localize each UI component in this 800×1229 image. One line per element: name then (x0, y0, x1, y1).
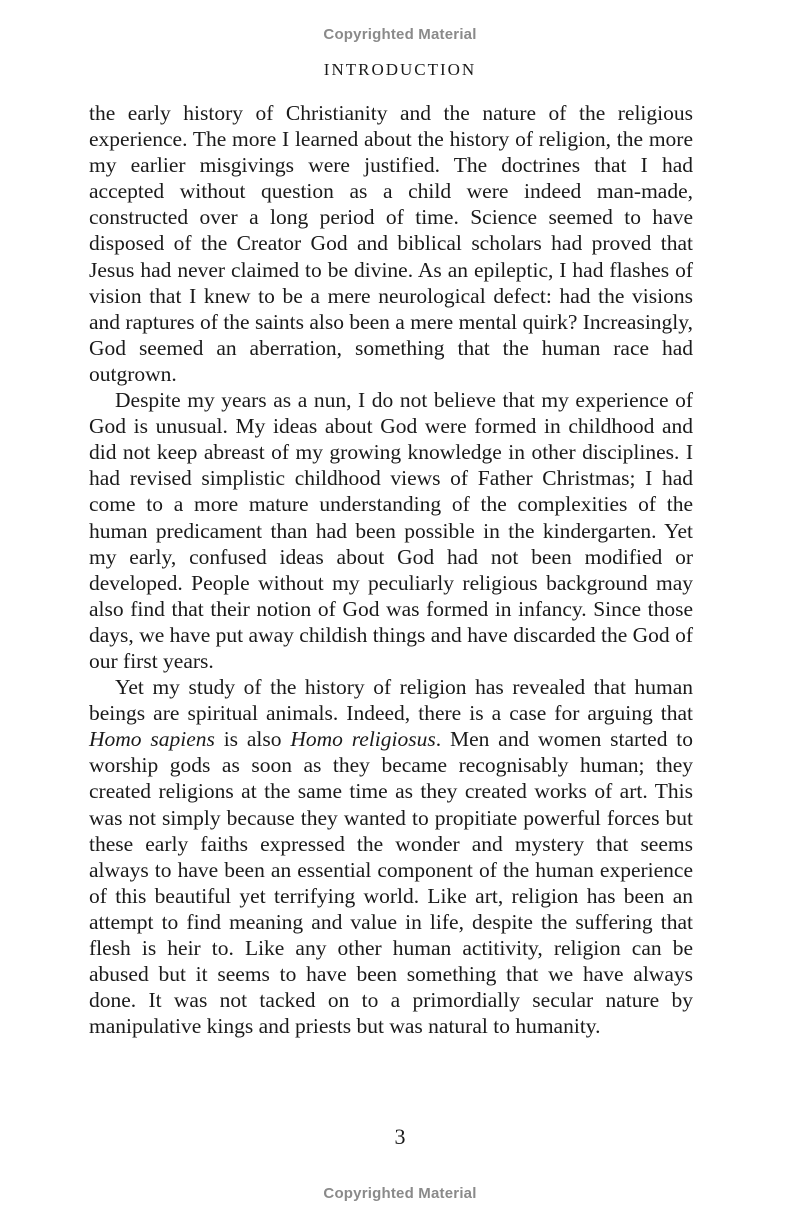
page-number: 3 (394, 1124, 406, 1149)
italic-term-homo-sapiens: Homo sapiens (89, 727, 215, 752)
copyright-notice-bottom: Copyrighted Material (323, 1185, 477, 1202)
paragraph-1: the early history of Christianity and the nature of the religious experience. The more I learned about the history of religion, the more my earlier misgivings were justified. The doctrines that I had accepted without question as a child were indeed man-made, constructed over a long period of time. Science seemed to have disposed of the Creator God and biblical scholars had proved that Jesus had never claimed to be divine. As an epileptic, I had flashes of vision that I knew to be a mere neurological defect: had the visions and raptures of the saints also been a mere mental quirk? Increasingly, God seemed an aberration, something that the human race had outgrown. (89, 101, 693, 386)
body-text (89, 100, 693, 1039)
paragraph-3-text-c: is also (214, 727, 291, 752)
paragraph-2: Despite my years as a nun, I do not believe that my experience of God is unusual. My ideas about God were formed in childhood and did not keep abreast of my growing knowledge in other disciplines. I had revised simplistic childhood views of Father Christmas; I had come to a more mature understanding of the complexities of the human predicament than had been possible in the kindergarten. Yet my early, confused ideas about God had not been modified or developed. People without my peculiarly religious background may also find that their notion of God was formed in infancy. Since those days, we have put away childish things and have discarded the God of our first years. (89, 388, 693, 673)
italic-term-homo-religiosus: Homo religiosus (290, 727, 436, 752)
copyright-notice-top: Copyrighted Material (323, 26, 477, 43)
paragraph-3-text-a: Yet my study of the history of religion has revealed that human beings are spiritual animals. Indeed, there is a case for arguing that (89, 675, 693, 726)
running-head: INTRODUCTION (323, 60, 477, 79)
paragraph-3-text-e: . Men and women started to worship gods as soon as they became recognisably human; they created religions at the same time as they created works of art. This was not simply because they wanted to propitiate powerful forces but these early faiths expressed the wonder and mystery that seems always to have been an essential component of the human experience of this beautiful yet terrifying world. Like art, religion has been an attempt to find meaning and value in life, despite the suffering that flesh is heir to. Like any other human actitivity, religion can be abused but it seems to have been something that we have always done. It was not tacked on to a primordially secular nature by manipulative kings and priests but was natural to humanity. (89, 727, 694, 1039)
paragraph-3 (89, 674, 693, 1039)
